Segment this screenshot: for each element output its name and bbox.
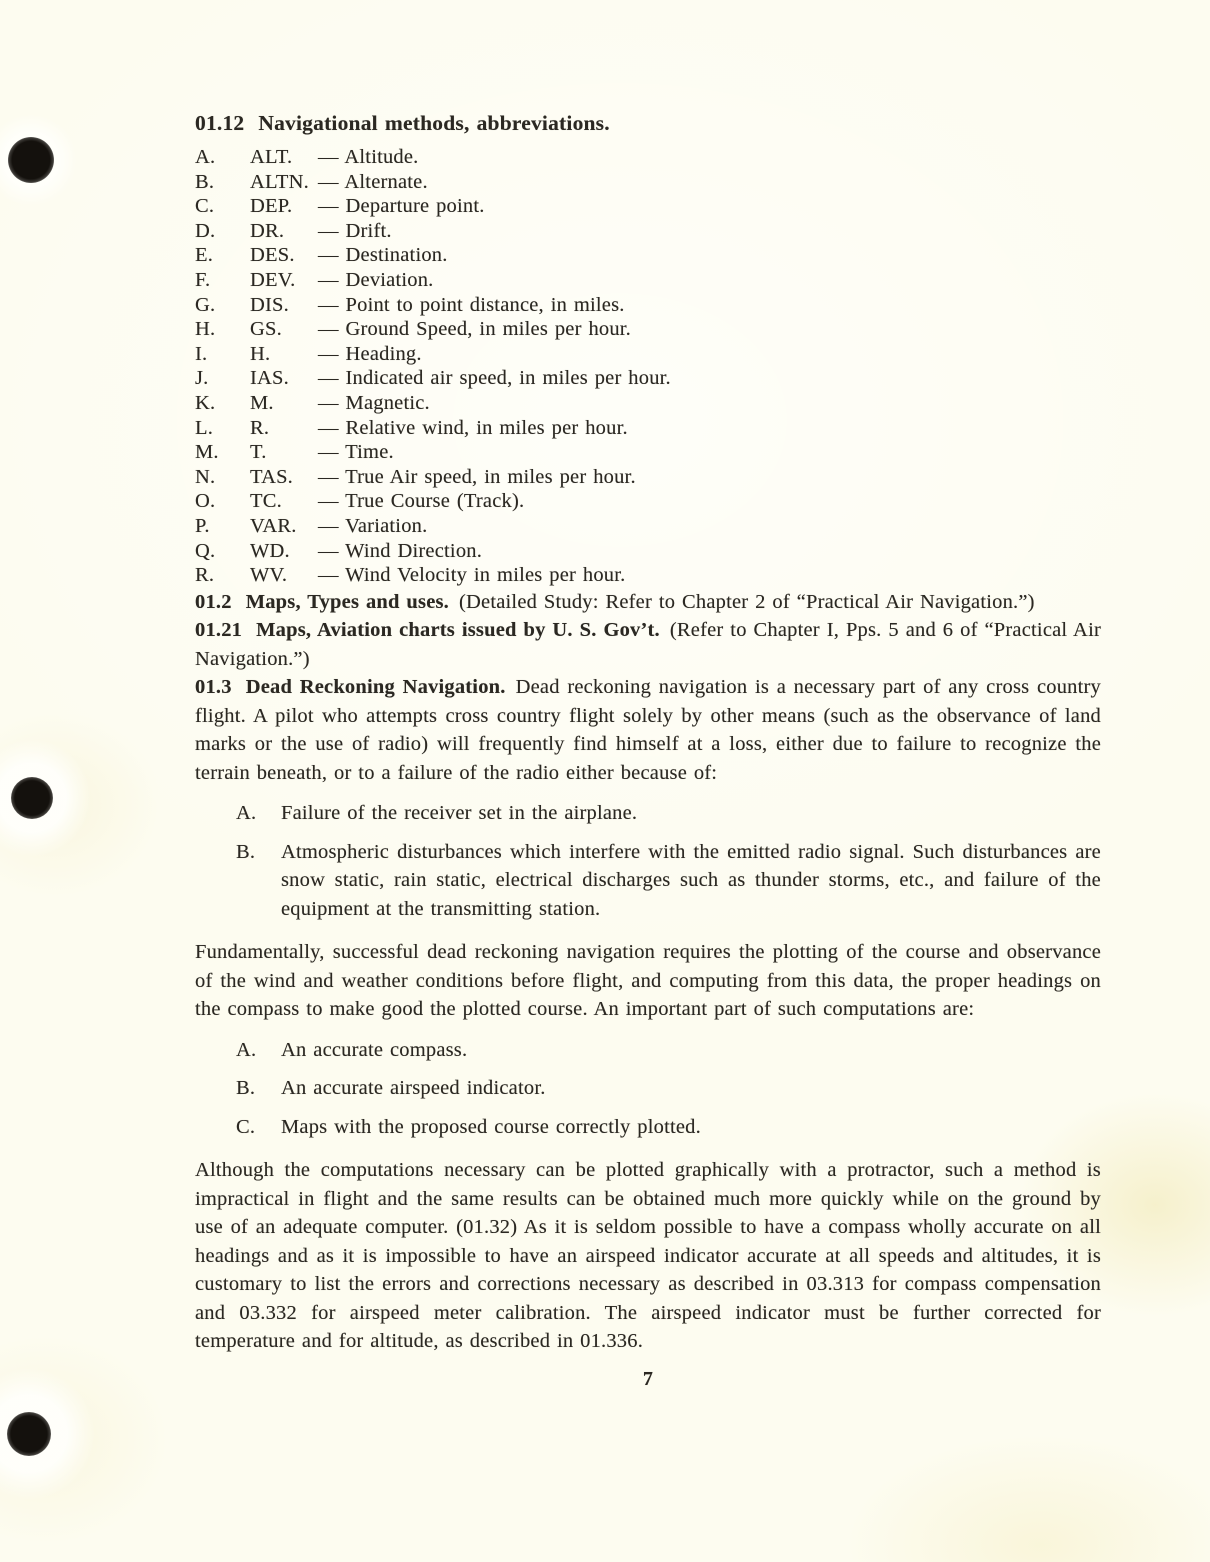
item-desc: — True Air speed, in miles per hour.: [318, 465, 636, 488]
item-letter: B.: [236, 1077, 256, 1100]
item-letter: C.: [195, 195, 215, 218]
item-letter: H.: [195, 318, 216, 341]
abbreviation-row: [195, 514, 1101, 539]
item-letter: B.: [236, 840, 256, 863]
item-letter: A.: [236, 1038, 257, 1061]
section-title: Maps, Types and uses.: [245, 590, 450, 613]
item-abbr: DIS.: [250, 293, 289, 316]
abbreviation-row: [195, 219, 1101, 244]
list-item: [195, 838, 1101, 924]
abbreviation-row: [195, 243, 1101, 268]
item-letter: P.: [195, 514, 210, 537]
item-desc: — Drift.: [318, 219, 392, 242]
abbreviation-row: [195, 563, 1101, 588]
item-desc: — Wind Velocity in miles per hour.: [318, 564, 626, 587]
section-number: 01.3: [195, 676, 232, 699]
item-letter: K.: [195, 391, 216, 414]
item-text: Atmospheric disturbances which interfere with the emitted radio signal. Such disturbances are snow static, rain static, electrical discharges such as thunder storms, etc., and failure of the equipment at the transmitting station.: [281, 840, 1101, 920]
abbreviation-row: [195, 539, 1101, 564]
punch-hole-middle: [0, 740, 90, 856]
section-charts: [195, 616, 1101, 673]
item-abbr: ALTN.: [250, 170, 309, 193]
item-abbr: DEP.: [250, 195, 293, 218]
item-abbr: WV.: [250, 564, 288, 587]
item-abbr: ALT.: [250, 146, 293, 168]
item-letter: A.: [195, 146, 216, 168]
item-abbr: VAR.: [250, 514, 297, 537]
item-text: An accurate compass.: [281, 1038, 468, 1061]
section-maps: [195, 588, 1101, 617]
abbreviation-row: [195, 145, 1101, 170]
page-content: [195, 110, 1101, 1393]
section-title: Dead Reckoning Navigation.: [245, 676, 506, 699]
item-letter: I.: [195, 342, 208, 365]
item-text: Maps with the proposed course correctly plotted.: [281, 1115, 701, 1138]
item-letter: O.: [195, 490, 216, 513]
item-letter: G.: [195, 293, 216, 316]
item-desc: — Time.: [318, 441, 394, 464]
abbreviation-row: [195, 465, 1101, 490]
section-number: 01.2: [195, 590, 232, 613]
section-text: (Refer to Chapter I, Pps. 5 and 6 of “Practical Air Navigation.”): [195, 619, 1101, 670]
item-abbr: TAS.: [250, 465, 294, 488]
item-abbr: H.: [250, 342, 271, 365]
item-letter: J.: [195, 367, 209, 390]
abbreviation-row: [195, 268, 1101, 293]
abbreviation-row: [195, 416, 1101, 441]
item-abbr: T.: [250, 441, 267, 464]
item-letter: A.: [236, 802, 257, 825]
computations-list: [195, 1036, 1101, 1142]
list-item: [195, 1074, 1101, 1103]
item-abbr: DES.: [250, 244, 295, 267]
item-letter: D.: [195, 219, 216, 242]
section-title: Navigational methods, abbreviations.: [258, 111, 610, 135]
section-text: Dead reckoning navigation is a necessary part of any cross country flight. A pilot who attempts cross country flight solely by other means (such as the observance of land marks or the use of radio) will frequently find himself at a loss, either due to failure to recognize the terrain beneath, or to a failure of the radio either because of:: [195, 676, 1101, 784]
section-dead-reckoning: [195, 673, 1101, 787]
item-desc: — Departure point.: [318, 195, 485, 218]
punch-hole-bottom: [0, 1369, 94, 1499]
item-desc: — Variation.: [318, 514, 428, 537]
item-text: Failure of the receiver set in the airplane.: [281, 802, 638, 825]
section-heading-maps: [195, 591, 449, 613]
item-abbr: GS.: [250, 318, 282, 341]
paragraph-although: Although the computations necessary can be plotted graphically with a protractor, such a method is impractical in flight and the same results can be obtained much more quickly while on the ground by use of an adequate computer. (01.32) As it is seldom possible to have a compass wholly accurate on all headings and as it is impossible to have an airspeed indicator accurate at all speeds and altitudes, it is customary to list the errors and corrections necessary as described in 03.313 for compass compensation and 03.332 for airspeed meter calibration. The airspeed indicator must be further corrected for temperature and for altitude, as described in 01.336.: [195, 1159, 1101, 1353]
abbreviation-row: [195, 170, 1101, 195]
item-letter: L.: [195, 416, 214, 439]
item-abbr: R.: [250, 416, 270, 439]
abbreviation-row: [195, 440, 1101, 465]
item-letter: F.: [195, 268, 211, 291]
item-text: An accurate airspeed indicator.: [281, 1077, 546, 1100]
abbreviation-row: [195, 317, 1101, 342]
section-title: Maps, Aviation charts issued by U. S. Gov’t.: [256, 619, 660, 642]
punch-hole-top: [0, 115, 76, 205]
section-heading-charts: [195, 619, 660, 641]
item-letter: B.: [195, 170, 215, 193]
item-abbr: WD.: [250, 539, 290, 562]
list-item: [195, 1113, 1101, 1142]
item-desc: — True Course (Track).: [318, 490, 525, 513]
item-abbr: M.: [250, 391, 274, 414]
item-desc: — Altitude.: [318, 146, 419, 168]
list-item: [195, 799, 1101, 828]
item-desc: — Indicated air speed, in miles per hour.: [318, 367, 671, 390]
item-abbr: TC.: [250, 490, 282, 513]
item-letter: Q.: [195, 539, 216, 562]
item-desc: — Alternate.: [318, 170, 428, 193]
abbreviation-row: [195, 391, 1101, 416]
list-item: [195, 1036, 1101, 1065]
item-letter: M.: [195, 441, 219, 464]
radio-failure-list: [195, 799, 1101, 923]
item-desc: — Heading.: [318, 342, 422, 365]
item-letter: R.: [195, 564, 215, 587]
item-desc: — Destination.: [318, 244, 448, 267]
page-number: 7: [642, 1367, 654, 1390]
item-abbr: DEV.: [250, 268, 296, 291]
section-text: (Detailed Study: Refer to Chapter 2 of “Practical Air Navigation.”): [459, 590, 1035, 613]
item-desc: — Ground Speed, in miles per hour.: [318, 318, 632, 341]
section-heading-dead-reckoning: [195, 676, 506, 698]
item-desc: — Deviation.: [318, 268, 434, 291]
item-desc: — Wind Direction.: [318, 539, 483, 562]
paragraph-fundamentally: Fundamentally, successful dead reckoning navigation requires the plotting of the course and observance of the wind and weather conditions before flight, and computing from this data, the proper headings on the compass to make good the plotted course. An important part of such computations are:: [195, 941, 1101, 1021]
item-letter: N.: [195, 465, 216, 488]
item-desc: — Relative wind, in miles per hour.: [318, 416, 628, 439]
abbreviation-row: [195, 489, 1101, 514]
item-desc: — Point to point distance, in miles.: [318, 293, 625, 316]
section-number: 01.21: [195, 619, 243, 642]
section-number: 01.12: [195, 111, 245, 135]
item-abbr: DR.: [250, 219, 285, 242]
abbreviation-row: [195, 194, 1101, 219]
section-heading-abbreviations: [195, 110, 1101, 136]
abbreviation-row: [195, 366, 1101, 391]
item-letter: E.: [195, 244, 214, 267]
item-letter: C.: [236, 1115, 256, 1138]
abbreviation-list: [195, 145, 1101, 588]
item-desc: — Magnetic.: [318, 391, 430, 414]
abbreviation-row: [195, 342, 1101, 367]
item-abbr: IAS.: [250, 367, 289, 390]
abbreviation-row: [195, 293, 1101, 318]
